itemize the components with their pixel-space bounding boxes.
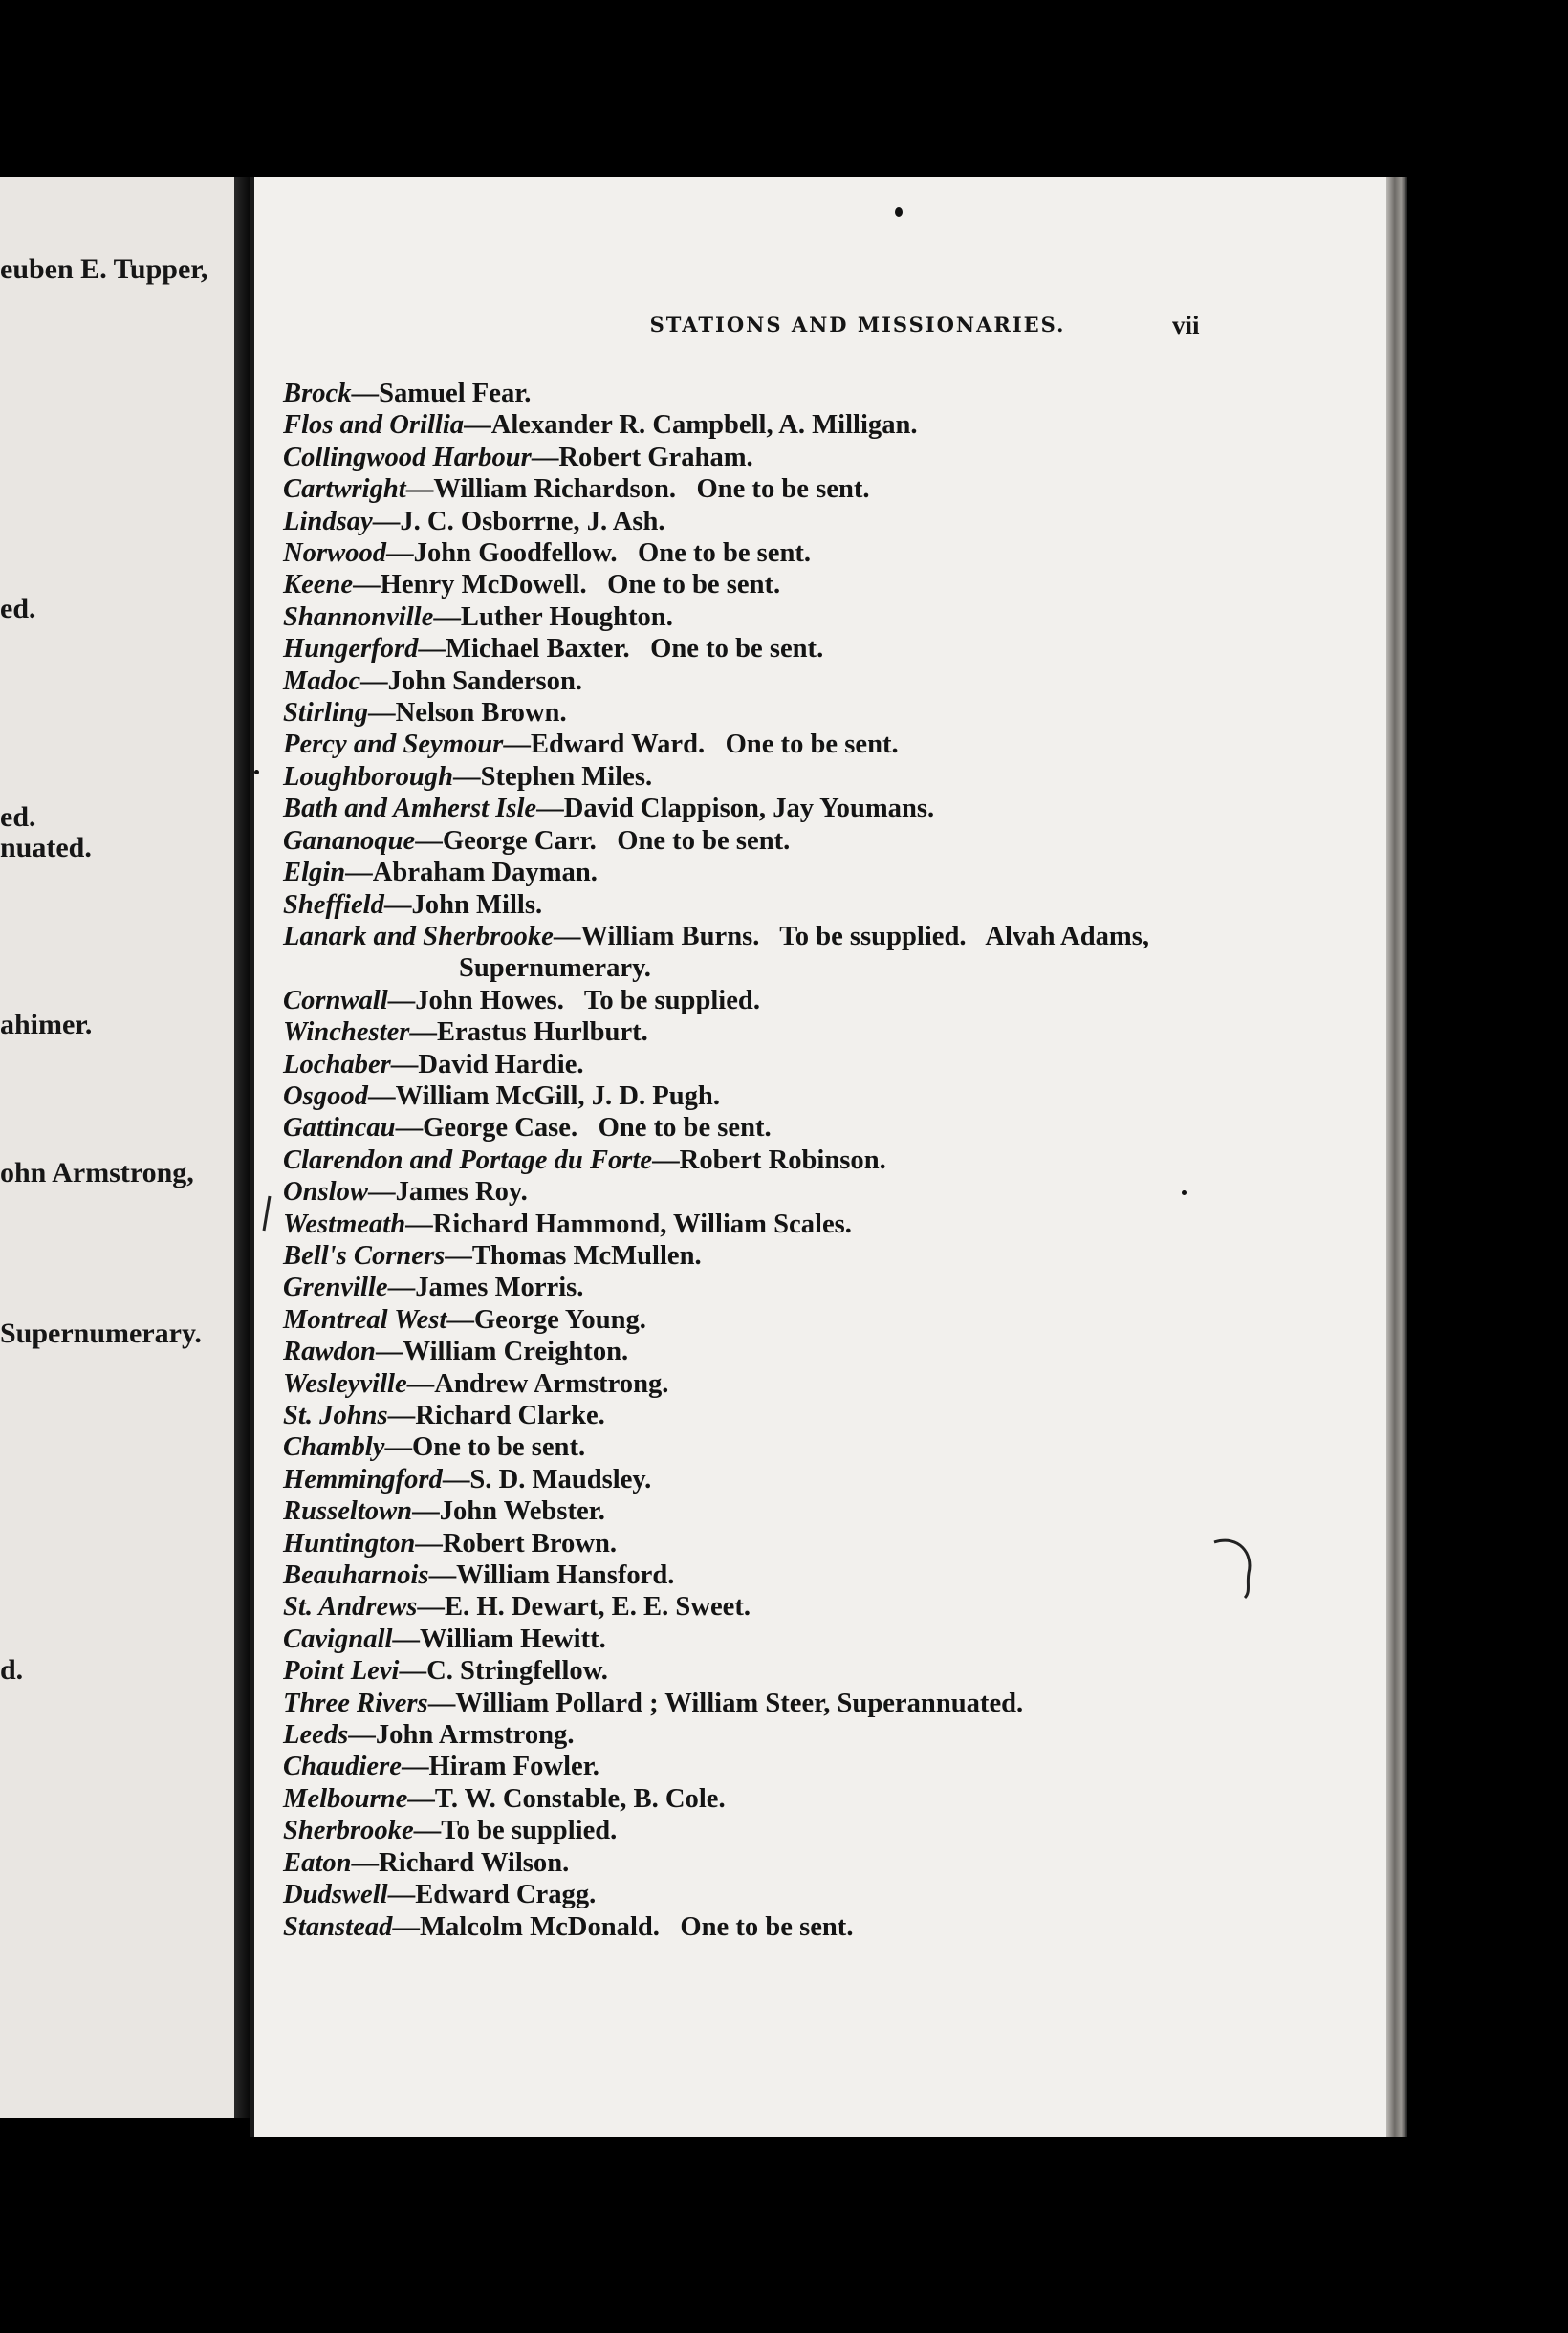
station-entry [283, 473, 1383, 505]
em-dash: — [433, 601, 461, 632]
missionary-names: William Pollard ; William Steer, Superannuated. [455, 1688, 1024, 1718]
missionary-names: George Young. [473, 1304, 646, 1335]
page-number: vii [1172, 311, 1200, 339]
em-dash: — [428, 1560, 457, 1591]
em-dash: — [406, 1368, 435, 1399]
station-name: Cornwall [283, 985, 388, 1015]
facing-page-line: ohn Armstrong, [0, 1157, 194, 1188]
em-dash: — [405, 1209, 433, 1239]
missionary-names: Richard Hammond, William Scales. [432, 1209, 852, 1239]
station-name: Norwood [283, 538, 387, 569]
missionary-names: John Sanderson. [387, 665, 583, 696]
em-dash: — [360, 665, 388, 696]
missionary-names: To be supplied. [441, 1816, 618, 1846]
em-dash: — [536, 794, 564, 824]
station-name: Grenville [283, 1273, 388, 1303]
em-dash: — [387, 1401, 416, 1430]
em-dash: — [427, 1688, 456, 1718]
station-name: Clarendon and Portage du Forte [283, 1145, 653, 1175]
station-entry [283, 1815, 1383, 1846]
station-name: Bath and Amherst Isle [283, 794, 537, 824]
station-name: Elgin [283, 858, 346, 888]
missionary-names: William Richardson. One to be sent. [433, 474, 870, 505]
station-name: Chaudiere [283, 1752, 402, 1782]
em-dash: — [392, 1911, 420, 1942]
em-dash: — [652, 1145, 680, 1175]
em-dash: — [383, 889, 412, 920]
missionary-names: C. Stringfellow. [426, 1656, 608, 1687]
missionary-names: Nelson Brown. [395, 698, 567, 729]
facing-page-line: Supernumerary. [0, 1318, 202, 1349]
station-entry [283, 1719, 1383, 1751]
em-dash: — [412, 1496, 440, 1527]
station-name: Eaton [283, 1847, 352, 1878]
missionary-names: Stephen Miles. [480, 761, 653, 792]
em-dash: — [348, 1720, 376, 1751]
station-entry [283, 1783, 1383, 1815]
missionary-names: John Mills. [411, 889, 543, 920]
station-entry [283, 1304, 1383, 1336]
station-name: Leeds [283, 1720, 349, 1751]
em-dash: — [399, 1656, 427, 1687]
station-entry [283, 378, 1383, 409]
em-dash: — [401, 1752, 429, 1782]
missionary-names: Edward Cragg. [415, 1880, 597, 1910]
em-dash: — [464, 410, 491, 441]
station-entry [283, 921, 1383, 985]
missionary-names: John Webster. [439, 1496, 605, 1527]
station-entry [283, 1528, 1383, 1559]
station-entry [283, 601, 1383, 633]
missionary-names: John Howes. To be supplied. [415, 985, 760, 1015]
em-dash: — [387, 1273, 416, 1303]
running-header: STATIONS AND MISSIONARIES. [649, 313, 1066, 337]
station-name: Stirling [283, 698, 369, 729]
station-name: Gananoque [283, 825, 416, 856]
station-entry [283, 1655, 1383, 1687]
em-dash: — [553, 921, 581, 951]
missionary-names: Richard Clarke. [415, 1401, 605, 1430]
facing-page-line: euben E. Tupper, [0, 253, 208, 285]
em-dash: — [390, 1049, 419, 1079]
station-entry [283, 793, 1383, 824]
missionary-names: David Hardie. [418, 1049, 584, 1079]
em-dash: — [386, 538, 414, 569]
missionary-names: Robert Graham. [558, 442, 753, 472]
em-dash: — [351, 1847, 380, 1878]
station-entry [283, 1688, 1383, 1719]
em-dash: — [395, 1113, 424, 1144]
station-entry [283, 1240, 1383, 1272]
station-name: Lindsay [283, 506, 373, 536]
em-dash: — [351, 379, 380, 408]
missionary-names: William Burns. To be ssupplied. Alvah Adams, [580, 921, 1149, 951]
station-entry [283, 409, 1383, 441]
em-dash: — [413, 1816, 442, 1846]
station-name: Bell's Corners [283, 1240, 446, 1271]
station-name: Lanark and Sherbrooke [283, 921, 554, 951]
ink-speck [254, 770, 259, 774]
em-dash: — [345, 858, 373, 888]
em-dash: — [375, 1337, 403, 1367]
missionary-names: George Carr. One to be sent. [442, 825, 791, 856]
missionary-names: E. H. Dewart, E. E. Sweet. [444, 1592, 751, 1623]
missionary-names: Richard Wilson. [379, 1847, 570, 1878]
em-dash: — [418, 634, 446, 665]
station-entry [283, 1112, 1383, 1144]
missionary-names: Luther Houghton. [460, 601, 673, 632]
em-dash: — [387, 1880, 416, 1910]
em-dash: — [368, 698, 396, 729]
station-name: Huntington [283, 1528, 416, 1559]
station-entry [283, 1272, 1383, 1303]
station-name: Point Levi [283, 1656, 400, 1687]
missionary-names: Thomas McMullen. [471, 1240, 702, 1271]
station-entry [283, 1495, 1383, 1527]
em-dash: — [446, 1304, 474, 1335]
station-name: Melbourne [283, 1783, 408, 1814]
facing-page-text [0, 177, 234, 2118]
station-name: Cartwright [283, 474, 406, 505]
missionary-names: Andrew Armstrong. [434, 1368, 669, 1399]
station-entry [283, 697, 1383, 729]
station-entry [283, 442, 1383, 473]
em-dash: — [503, 730, 531, 760]
station-name: Keene [283, 570, 354, 600]
station-entry [283, 1336, 1383, 1367]
station-entry [283, 761, 1383, 793]
station-entry [283, 857, 1383, 888]
station-name: Beauharnois [283, 1560, 429, 1591]
em-dash: — [409, 1017, 437, 1048]
station-entry [283, 825, 1383, 857]
missionary-names: Edward Ward. One to be sent. [530, 730, 899, 760]
station-name: Chambly [283, 1432, 385, 1463]
em-dash: — [415, 1528, 443, 1559]
station-list [283, 378, 1383, 1943]
missionary-names: One to be sent. [412, 1432, 586, 1463]
station-name: Cavignall [283, 1624, 393, 1654]
station-name: St. Johns [283, 1401, 388, 1430]
station-entry [283, 506, 1383, 537]
station-name: Lochaber [283, 1049, 391, 1079]
facing-page-line: ahimer. [0, 1009, 93, 1040]
station-name: Loughborough [283, 761, 453, 792]
station-entry [283, 1145, 1383, 1176]
em-dash: — [417, 1592, 445, 1623]
facing-page-line: ed. [0, 593, 36, 624]
station-name: Sheffield [283, 889, 384, 920]
facing-page-line: d. [0, 1654, 24, 1686]
station-name: Shannonville [283, 601, 434, 632]
station-name: Hungerford [283, 634, 419, 665]
station-name: Stanstead [283, 1911, 393, 1942]
station-name: Madoc [283, 665, 361, 696]
station-entry [283, 1591, 1383, 1623]
station-entry [283, 1209, 1383, 1240]
em-dash: — [453, 761, 481, 792]
missionary-names: Malcolm McDonald. One to be sent. [420, 1911, 854, 1942]
station-entry [283, 1368, 1383, 1400]
missionary-names: J. C. Osborrne, J. Ash. [400, 506, 665, 536]
missionary-names: William Hewitt. [419, 1624, 606, 1654]
station-entry [283, 1049, 1383, 1080]
station-name: Rawdon [283, 1337, 376, 1367]
station-name: Collingwood Harbour [283, 442, 532, 472]
missionary-names: Michael Baxter. One to be sent. [446, 634, 824, 665]
station-entry [283, 1911, 1383, 1943]
missionary-names: John Armstrong. [375, 1720, 575, 1751]
missionary-names: William McGill, J. D. Pugh. [395, 1080, 720, 1111]
em-dash: — [372, 506, 401, 536]
em-dash: — [392, 1624, 420, 1654]
pencil-mark [254, 1190, 283, 1248]
em-dash: — [367, 1080, 396, 1111]
station-entry [283, 665, 1383, 697]
station-name: Percy and Seymour [283, 730, 504, 760]
station-entry [283, 729, 1383, 760]
missionary-names: Abraham Dayman. [372, 858, 598, 888]
em-dash: — [387, 985, 416, 1015]
station-name: Osgood [283, 1080, 368, 1111]
station-entry [283, 1559, 1383, 1591]
missionary-names: Samuel Fear. [379, 379, 532, 408]
missionary-names: George Case. One to be sent. [423, 1113, 772, 1144]
station-entry [283, 1847, 1383, 1879]
station-name: Dudswell [283, 1880, 388, 1910]
station-name: Gattincau [283, 1113, 396, 1144]
entry-continuation: Supernumerary. [459, 953, 651, 984]
facing-page-line: ed. [0, 801, 36, 833]
station-entry [283, 1464, 1383, 1495]
em-dash: — [445, 1240, 472, 1271]
station-entry [283, 1176, 1383, 1208]
station-entry [283, 1400, 1383, 1431]
missionary-names: Henry McDowell. One to be sent. [380, 570, 781, 600]
station-name: Westmeath [283, 1209, 406, 1239]
station-name: Onslow [283, 1177, 368, 1208]
station-name: Russeltown [283, 1496, 413, 1527]
station-entry [283, 633, 1383, 665]
station-entry [283, 537, 1383, 569]
em-dash: — [415, 825, 443, 856]
facing-page [0, 177, 234, 2118]
station-entry [283, 1751, 1383, 1782]
missionary-names: Robert Brown. [442, 1528, 618, 1559]
station-entry [283, 1879, 1383, 1910]
station-entry [283, 1624, 1383, 1655]
missionary-names: William Hansford. [456, 1560, 675, 1591]
station-name: Three Rivers [283, 1688, 428, 1718]
station-entry [283, 1016, 1383, 1048]
em-dash: — [407, 1783, 435, 1814]
em-dash: — [384, 1432, 413, 1463]
em-dash: — [405, 474, 434, 505]
station-name: Sherbrooke [283, 1816, 414, 1846]
missionary-names: Alexander R. Campbell, A. Milligan. [490, 410, 918, 441]
page-edge [1386, 177, 1407, 2137]
facing-page-line: nuated. [0, 832, 92, 863]
em-dash: — [368, 1177, 396, 1208]
missionary-names: Erastus Hurlburt. [436, 1017, 648, 1048]
missionary-names: John Goodfellow. One to be sent. [413, 538, 812, 569]
ink-speck [895, 207, 903, 217]
station-name: Flos and Orillia [283, 410, 465, 441]
station-entry [283, 1431, 1383, 1463]
book-page [250, 177, 1390, 2137]
station-name: Brock [283, 379, 352, 408]
station-name: St. Andrews [283, 1592, 418, 1623]
station-name: Wesleyville [283, 1368, 407, 1399]
missionary-names: S. D. Maudsley. [469, 1464, 652, 1494]
missionary-names: T. W. Constable, B. Cole. [434, 1783, 726, 1814]
missionary-names: David Clappison, Jay Youmans. [563, 794, 935, 824]
em-dash: — [531, 442, 559, 472]
station-entry [283, 569, 1383, 600]
station-entry [283, 1080, 1383, 1112]
station-name: Montreal West [283, 1304, 447, 1335]
missionary-names: James Roy. [395, 1177, 528, 1208]
em-dash: — [353, 570, 381, 600]
em-dash: — [442, 1464, 470, 1494]
missionary-names: James Morris. [415, 1273, 584, 1303]
station-name: Winchester [283, 1017, 410, 1048]
missionary-names: Robert Robinson. [679, 1145, 886, 1175]
station-entry [283, 985, 1383, 1016]
missionary-names: Hiram Fowler. [428, 1752, 599, 1782]
station-entry [283, 889, 1383, 921]
missionary-names: William Creighton. [403, 1337, 629, 1367]
station-name: Hemmingford [283, 1464, 443, 1494]
